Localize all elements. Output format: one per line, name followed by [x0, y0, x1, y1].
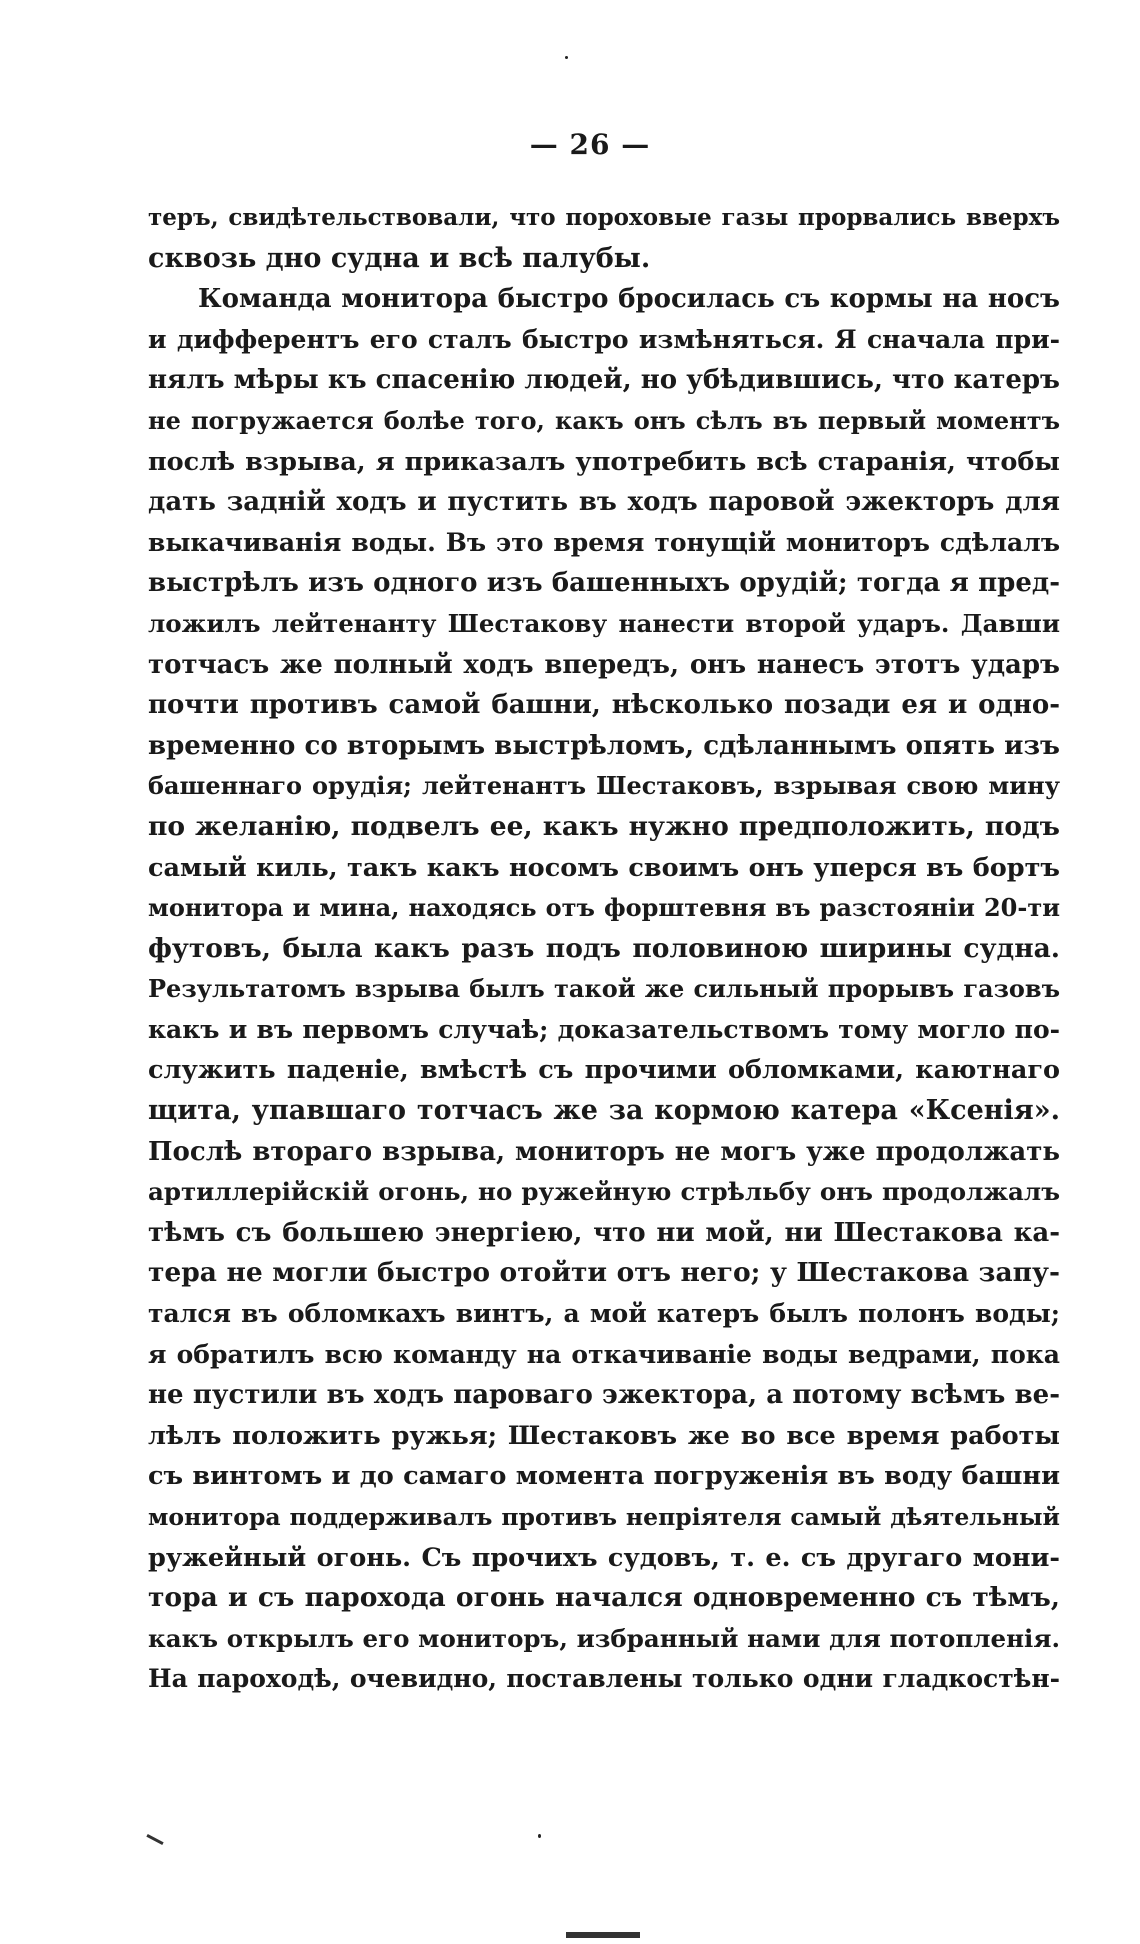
paragraph-2 [148, 279, 1060, 1700]
text-line: временно со вторымъ выстрѣломъ, сдѣланнымъ опять изъ [148, 730, 1060, 761]
text-line: по желанію, подвелъ ее, какъ нужно предположить, подъ [148, 810, 1060, 842]
text-line: тался въ обломкахъ винтъ, а мой катеръ былъ полонъ воды; [148, 1299, 1060, 1329]
text-line: тотчасъ же полный ходъ впередъ, онъ нанесъ этотъ ударъ [148, 649, 1060, 680]
text-line: не пустили въ ходъ пароваго эжектора, а потому всѣмъ ве- [148, 1380, 1060, 1411]
scan-mark [146, 1834, 163, 1845]
text-line: какъ открылъ его мониторъ, избранный нами для потопленія. [148, 1623, 1060, 1653]
text-line: лѣлъ положить ружья; Шестаковъ же во все время работы [148, 1420, 1060, 1451]
text-line: и дифферентъ его сталъ быстро измѣняться. Я сначала при- [148, 324, 1060, 354]
page-text [148, 198, 1060, 1700]
text-line: самый киль, такъ какъ носомъ своимъ онъ уперся въ бортъ [148, 852, 1060, 883]
text-line: артиллерійскій огонь, но ружейную стрѣльбу онъ продолжалъ [148, 1177, 1060, 1207]
text-line: какъ и въ первомъ случаѣ; доказательствомъ тому могло по- [148, 1014, 1060, 1044]
text-line: выстрѣлъ изъ одного изъ башенныхъ орудій; тогда я пред- [148, 568, 1060, 599]
page-number: — 26 — [529, 128, 651, 161]
text-line: служить паденіе, вмѣстѣ съ прочими обломками, каютнаго [148, 1055, 1060, 1086]
text-line: не погружается болѣе того, какъ онъ сѣлъ въ первый моментъ [148, 405, 1060, 435]
scan-speck [538, 1834, 541, 1838]
text-line: нялъ мѣры къ спасенію людей, но убѣдившись, что катеръ [148, 365, 1060, 396]
text-line: теръ, свидѣтельствовали, что пороховые газы прорвались вверхъ [148, 204, 1060, 231]
text-line: сквозь дно судна и всѣ палубы. [148, 242, 651, 274]
text-line: футовъ, была какъ разъ подъ половиною ширины судна. [148, 932, 1060, 964]
text-line: щита, упавшаго тотчасъ же за кормою катера «Ксенія». [148, 1095, 1060, 1127]
text-line: монитора поддерживалъ противъ непріятеля самый дѣятельный [148, 1503, 1060, 1531]
text-line: монитора и мина, находясь отъ форштевня въ разстояніи 20-ти [148, 893, 1060, 923]
text-line: Команда монитора быстро бросилась съ кормы на носъ [198, 284, 1060, 315]
text-line: тора и съ парохода огонь начался одновременно съ тѣмъ, [148, 1582, 1060, 1614]
text-line: Послѣ втораго взрыва, мониторъ не могъ уже продолжать [148, 1136, 1060, 1167]
text-line: башеннаго орудія; лейтенантъ Шестаковъ, взрывая свою мину [148, 771, 1060, 801]
text-line: ложилъ лейтенанту Шестакову нанести второй ударъ. Давши [148, 608, 1060, 638]
paragraph-1 [148, 198, 1060, 279]
text-line: съ винтомъ и до самаго момента погруженія въ воду башни [148, 1461, 1060, 1492]
text-line: ружейный огонь. Съ прочихъ судовъ, т. е. съ другаго мони- [148, 1542, 1060, 1573]
scan-mark [566, 1932, 640, 1938]
text-line: На пароходѣ, очевидно, поставлены только одни гладкостѣн- [148, 1664, 1060, 1694]
text-line: тѣмъ съ большею энергіею, что ни мой, ни Шестакова ка- [148, 1217, 1060, 1248]
text-line: я обратилъ всю команду на откачиваніе воды ведрами, пока [148, 1339, 1060, 1369]
scan-speck [565, 56, 568, 59]
text-line: дать задній ходъ и пустить въ ходъ паровой эжекторъ для [148, 487, 1060, 518]
text-line: послѣ взрыва, я приказалъ употребить всѣ старанія, чтобы [148, 446, 1060, 477]
text-line: Результатомъ взрыва былъ такой же сильный прорывъ газовъ [148, 974, 1060, 1004]
text-line: тера не могли быстро отойти отъ него; у Шестакова запу- [148, 1257, 1060, 1289]
text-line: почти противъ самой башни, нѣсколько позади ея и одно- [148, 690, 1060, 721]
text-line: выкачиванія воды. Въ это время тонущій мониторъ сдѣлалъ [148, 527, 1060, 557]
